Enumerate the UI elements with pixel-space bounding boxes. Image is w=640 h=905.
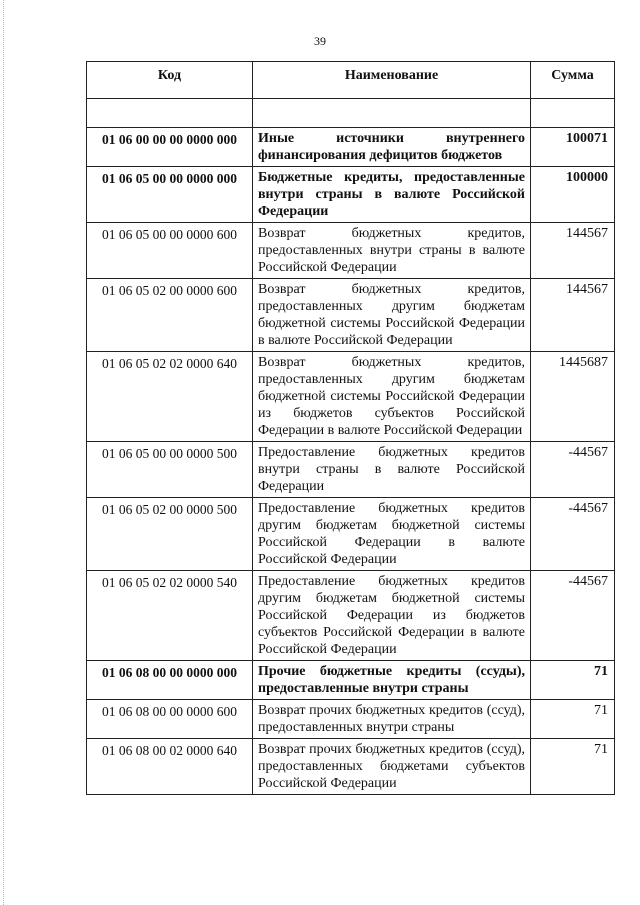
name-cell: Возврат бюджетных кредитов, предоставленных другим бюджетам бюджетной системы Российской Федерации из бюджетов субъектов Российской Федерации в валюте Российской Федерации	[253, 352, 531, 442]
scan-edge-mark	[0, 0, 4, 905]
code-cell: 01 06 05 02 02 0000 540	[87, 571, 253, 661]
code-cell: 01 06 05 00 00 0000 500	[87, 442, 253, 498]
sum-cell: 1445687	[531, 352, 615, 442]
table-row	[87, 167, 615, 223]
name-cell: Возврат бюджетных кредитов, предоставленных другим бюджетам бюджетной системы Российской Федерации в валюте Российской Федерации	[253, 279, 531, 352]
spacer-cell	[253, 99, 531, 128]
name-cell: Возврат прочих бюджетных кредитов (ссуд), предоставленных бюджетами субъектов Российской Федерации	[253, 739, 531, 795]
table-row	[87, 739, 615, 795]
name-cell: Предоставление бюджетных кредитов другим бюджетам бюджетной системы Российской Федерации из бюджетов субъектов Российской Федерации в валюте Российской Федерации	[253, 571, 531, 661]
code-cell: 01 06 05 00 00 0000 000	[87, 167, 253, 223]
sum-cell: -44567	[531, 442, 615, 498]
sum-cell: 71	[531, 700, 615, 739]
code-cell: 01 06 08 00 00 0000 000	[87, 661, 253, 700]
name-cell: Прочие бюджетные кредиты (ссуды), предоставленные внутри страны	[253, 661, 531, 700]
sum-cell: 71	[531, 661, 615, 700]
name-cell: Иные источники внутреннего финансирования дефицитов бюджетов	[253, 128, 531, 167]
sum-cell: 144567	[531, 279, 615, 352]
header-spacer-row	[87, 99, 615, 128]
name-cell: Предоставление бюджетных кредитов другим бюджетам бюджетной системы Российской Федерации в валюте Российской Федерации	[253, 498, 531, 571]
sum-cell: -44567	[531, 498, 615, 571]
table-header-row	[87, 62, 615, 99]
code-cell: 01 06 05 02 00 0000 600	[87, 279, 253, 352]
code-cell: 01 06 08 00 02 0000 640	[87, 739, 253, 795]
name-cell: Бюджетные кредиты, предоставленные внутри страны в валюте Российской Федерации	[253, 167, 531, 223]
code-cell: 01 06 05 00 00 0000 600	[87, 223, 253, 279]
table-row	[87, 279, 615, 352]
sum-cell: 100071	[531, 128, 615, 167]
code-cell: 01 06 05 02 02 0000 640	[87, 352, 253, 442]
budget-sources-table	[86, 61, 615, 795]
name-cell: Предоставление бюджетных кредитов внутри страны в валюте Российской Федерации	[253, 442, 531, 498]
table-row	[87, 352, 615, 442]
header-name: Наименование	[253, 62, 531, 99]
sum-cell: 71	[531, 739, 615, 795]
name-cell: Возврат бюджетных кредитов, предоставленных внутри страны в валюте Российской Федерации	[253, 223, 531, 279]
sum-cell: 100000	[531, 167, 615, 223]
table-row	[87, 661, 615, 700]
code-cell: 01 06 08 00 00 0000 600	[87, 700, 253, 739]
table-row	[87, 128, 615, 167]
table-row	[87, 498, 615, 571]
code-cell: 01 06 00 00 00 0000 000	[87, 128, 253, 167]
header-sum: Сумма	[531, 62, 615, 99]
code-cell: 01 06 05 02 00 0000 500	[87, 498, 253, 571]
table-row	[87, 700, 615, 739]
name-cell: Возврат прочих бюджетных кредитов (ссуд), предоставленных внутри страны	[253, 700, 531, 739]
page-number: 39	[314, 34, 326, 48]
table-row	[87, 571, 615, 661]
table-row	[87, 223, 615, 279]
header-code: Код	[87, 62, 253, 99]
table-row	[87, 442, 615, 498]
sum-cell: 144567	[531, 223, 615, 279]
spacer-cell	[531, 99, 615, 128]
spacer-cell	[87, 99, 253, 128]
sum-cell: -44567	[531, 571, 615, 661]
